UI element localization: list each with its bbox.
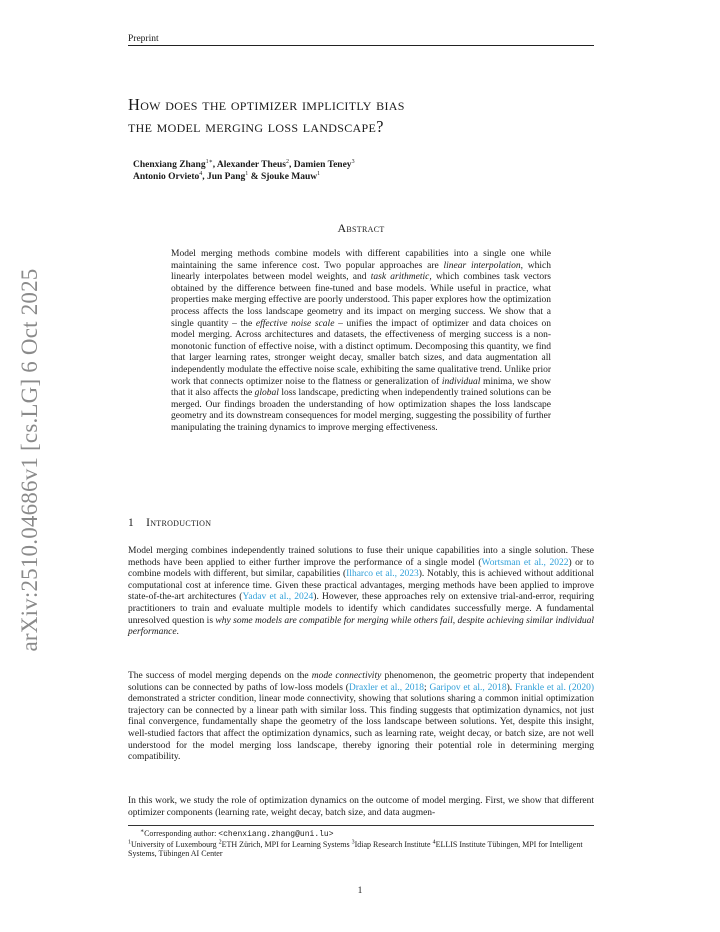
paragraph-text: . xyxy=(176,627,179,638)
paragraph-emphasis: mode connectivity xyxy=(311,671,382,681)
author-name: Jun Pang xyxy=(206,172,246,182)
author-name: Chenxiang Zhang xyxy=(133,160,206,170)
paragraph-text: ) or to combine models with different, but similar, capabilities ( xyxy=(128,557,595,580)
abstract-text: loss landscape, predicting when independently trained solutions can be merged. Our findings broaden the understanding of how optimization shapes the loss landscape geometry and its downstream consequences for model merging, suggesting the possibility of further manipulating the training dynamics to improve merging effectiveness. xyxy=(171,388,552,433)
abstract-emphasis: global xyxy=(254,388,279,399)
affiliation-mark: 2 xyxy=(218,838,222,845)
author-affiliation-mark: 1 xyxy=(245,170,249,177)
paper-title xyxy=(128,94,594,138)
affiliation-text: Idiap Research Institute xyxy=(354,839,433,849)
intro-paragraph-1 xyxy=(128,546,594,639)
arxiv-identifier: arXiv:2510.04686v1 [cs.LG] 6 Oct 2025 xyxy=(17,268,42,652)
abstract-body xyxy=(171,249,551,435)
corresponding-author-footnote xyxy=(128,829,594,840)
author-line-1: Chenxiang Zhang$^{1∗}$, Alexander Theus$^2$, Damien Teney$^3$ xyxy=(133,158,355,170)
paragraph-text: phenomenon, the geometric property that independent solutions can be connected by paths of low-loss models ( xyxy=(128,671,594,693)
paragraph-text: Model merging combines independently trained solutions to fuse their unique capabilities into a single solution. These methods have been applied to either further improve the performance of a single model ( xyxy=(128,546,594,568)
citation-link[interactable]: Ilharco et al., 2023 xyxy=(346,569,419,580)
author-affiliation-mark: 1∗ xyxy=(205,158,213,165)
citation-link[interactable]: Wortsman et al., 2022 xyxy=(481,557,569,568)
affiliation-text: ELLIS Institute Tübingen, MPI for Intelligent Systems, Tübingen AI Center xyxy=(128,839,583,859)
abstract-text: , which linearly interpolates between model weights, and xyxy=(171,260,551,283)
arxiv-sidebar-stamp xyxy=(10,270,50,650)
footnote-text: Corresponding author: xyxy=(144,829,219,838)
author-affiliation-mark: 4 xyxy=(199,170,203,177)
citation-link[interactable]: Draxler et al., 2018 xyxy=(348,682,424,693)
author-line-2: Antonio Orvieto$^4$, Jun Pang$^1$ & Sjouke Mauw$^1$ xyxy=(133,170,321,182)
abstract-emphasis: effective noise scale xyxy=(255,318,335,329)
paragraph-text: The success of model merging depends on the xyxy=(128,671,312,681)
abstract-text: – unifies the impact of optimizer and data choices on model merging. Across architectures and datasets, the effectiveness of merging success is a non-monotonic function of effective noise, with a distinct optimum. Decomposing this quantity, we find that larger learning rates, stronger weight decay, smaller batch sizes, and data augmentation all independently modulate the effective noise scale, exhibiting the same qualitative trend. Unlike prior work that connects optimizer noise to the flatness or generalization of xyxy=(171,318,552,387)
author-name: Antonio Orvieto xyxy=(133,172,200,182)
affiliation-text: University of Luxembourg xyxy=(131,839,219,849)
paragraph-text: demonstrated a stricter condition, linear mode connectivity, showing that solutions sharing a common initial optimization trajectory can be connected by a linear path with similar loss. This finding suggests that optimization dynamics, not just final convergence, fundamentally shape the geometry of the loss landscape between solutions. Yet, despite this insight, well-studied factors that affect the optimization dynamics, such as learning rate, weight decay, or batch size, are not well understood for the model merging loss landscape, thereby ignoring their potential role in determining merging compatibility. xyxy=(128,694,594,763)
paragraph-text: ). However, these approaches rely on extensive trial-and-error, requiring practitioners to train and evaluate multiple models to identify which candidates successfully merge. A fundamental unresolved question is xyxy=(128,592,594,626)
abstract-text: , which combines task vectors obtained by the difference between fine-tuned and base models. While useful in practice, what properties make merging effective are poorly understood. This paper explores how the optimization process affects the loss landscape geometry and its impact on merging success. We show that a single quantity – the xyxy=(171,272,551,329)
title-line-1: How does the optimizer implicitly bias xyxy=(128,95,405,114)
running-header: Preprint xyxy=(128,34,594,46)
affiliation-mark: 3 xyxy=(351,838,355,845)
footnote-mark: ∗ xyxy=(140,828,145,835)
footnotes xyxy=(128,825,594,859)
author-affiliation-mark: 3 xyxy=(351,158,355,165)
author-affiliation-mark: 2 xyxy=(286,158,289,165)
affiliation-text: ETH Zürich, MPI for Learning Systems xyxy=(221,839,352,849)
page-number: 1 xyxy=(357,886,363,896)
citation-link[interactable]: Frankle et al. (2020) xyxy=(515,682,595,693)
author-name: Sjouke Mauw xyxy=(260,172,318,182)
citation-link[interactable]: Garipov et al., 2018 xyxy=(429,682,507,693)
paragraph-text: ). Notably, this is achieved without additional computational cost at inference time. Given these practical advantages, merging methods have been applied to improve state-of-the-art architectures ( xyxy=(128,569,594,603)
author-name: Damien Teney xyxy=(293,160,352,170)
affiliations-footnote xyxy=(128,840,594,859)
abstract-text: Model merging methods combine models with different capabilities into a single one while maintaining the same inference cost. Two popular approaches are xyxy=(171,249,551,271)
section-title: Introduction xyxy=(146,517,212,529)
paragraph-emphasis: why some models are compatible for merging while others fail, despite achieving similar individual performance xyxy=(128,615,594,638)
abstract-heading: Abstract xyxy=(337,221,385,235)
abstract-emphasis: linear interpolation xyxy=(443,260,521,271)
paragraph-text: ). xyxy=(506,682,516,693)
abstract-text: minima, we show that it also affects the xyxy=(171,376,551,399)
title-line-2: the model merging loss landscape? xyxy=(128,117,384,136)
citation-link[interactable]: Yadav et al., 2024 xyxy=(242,592,314,603)
intro-paragraph-2 xyxy=(128,671,594,764)
affiliation-mark: 4 xyxy=(432,838,436,845)
section-number: 1 xyxy=(128,517,135,529)
paragraph-text: ; xyxy=(423,682,430,693)
section-heading-introduction xyxy=(128,517,594,529)
author-block xyxy=(133,159,593,183)
intro-paragraph-3: In this work, we study the role of optimization dynamics on the outcome of model merging. First, we show that different optimizer components (learning rate, weight decay, batch size, and data augmen- xyxy=(128,796,594,818)
abstract-emphasis: individual xyxy=(441,376,481,387)
author-affiliation-mark: 1 xyxy=(317,170,321,177)
affiliation-mark: 1 xyxy=(128,838,131,845)
abstract-emphasis: task arithmetic xyxy=(370,272,430,283)
author-email[interactable]: <chenxiang.zhang@uni.lu> xyxy=(218,830,334,839)
author-name: Alexander Theus xyxy=(216,160,286,170)
